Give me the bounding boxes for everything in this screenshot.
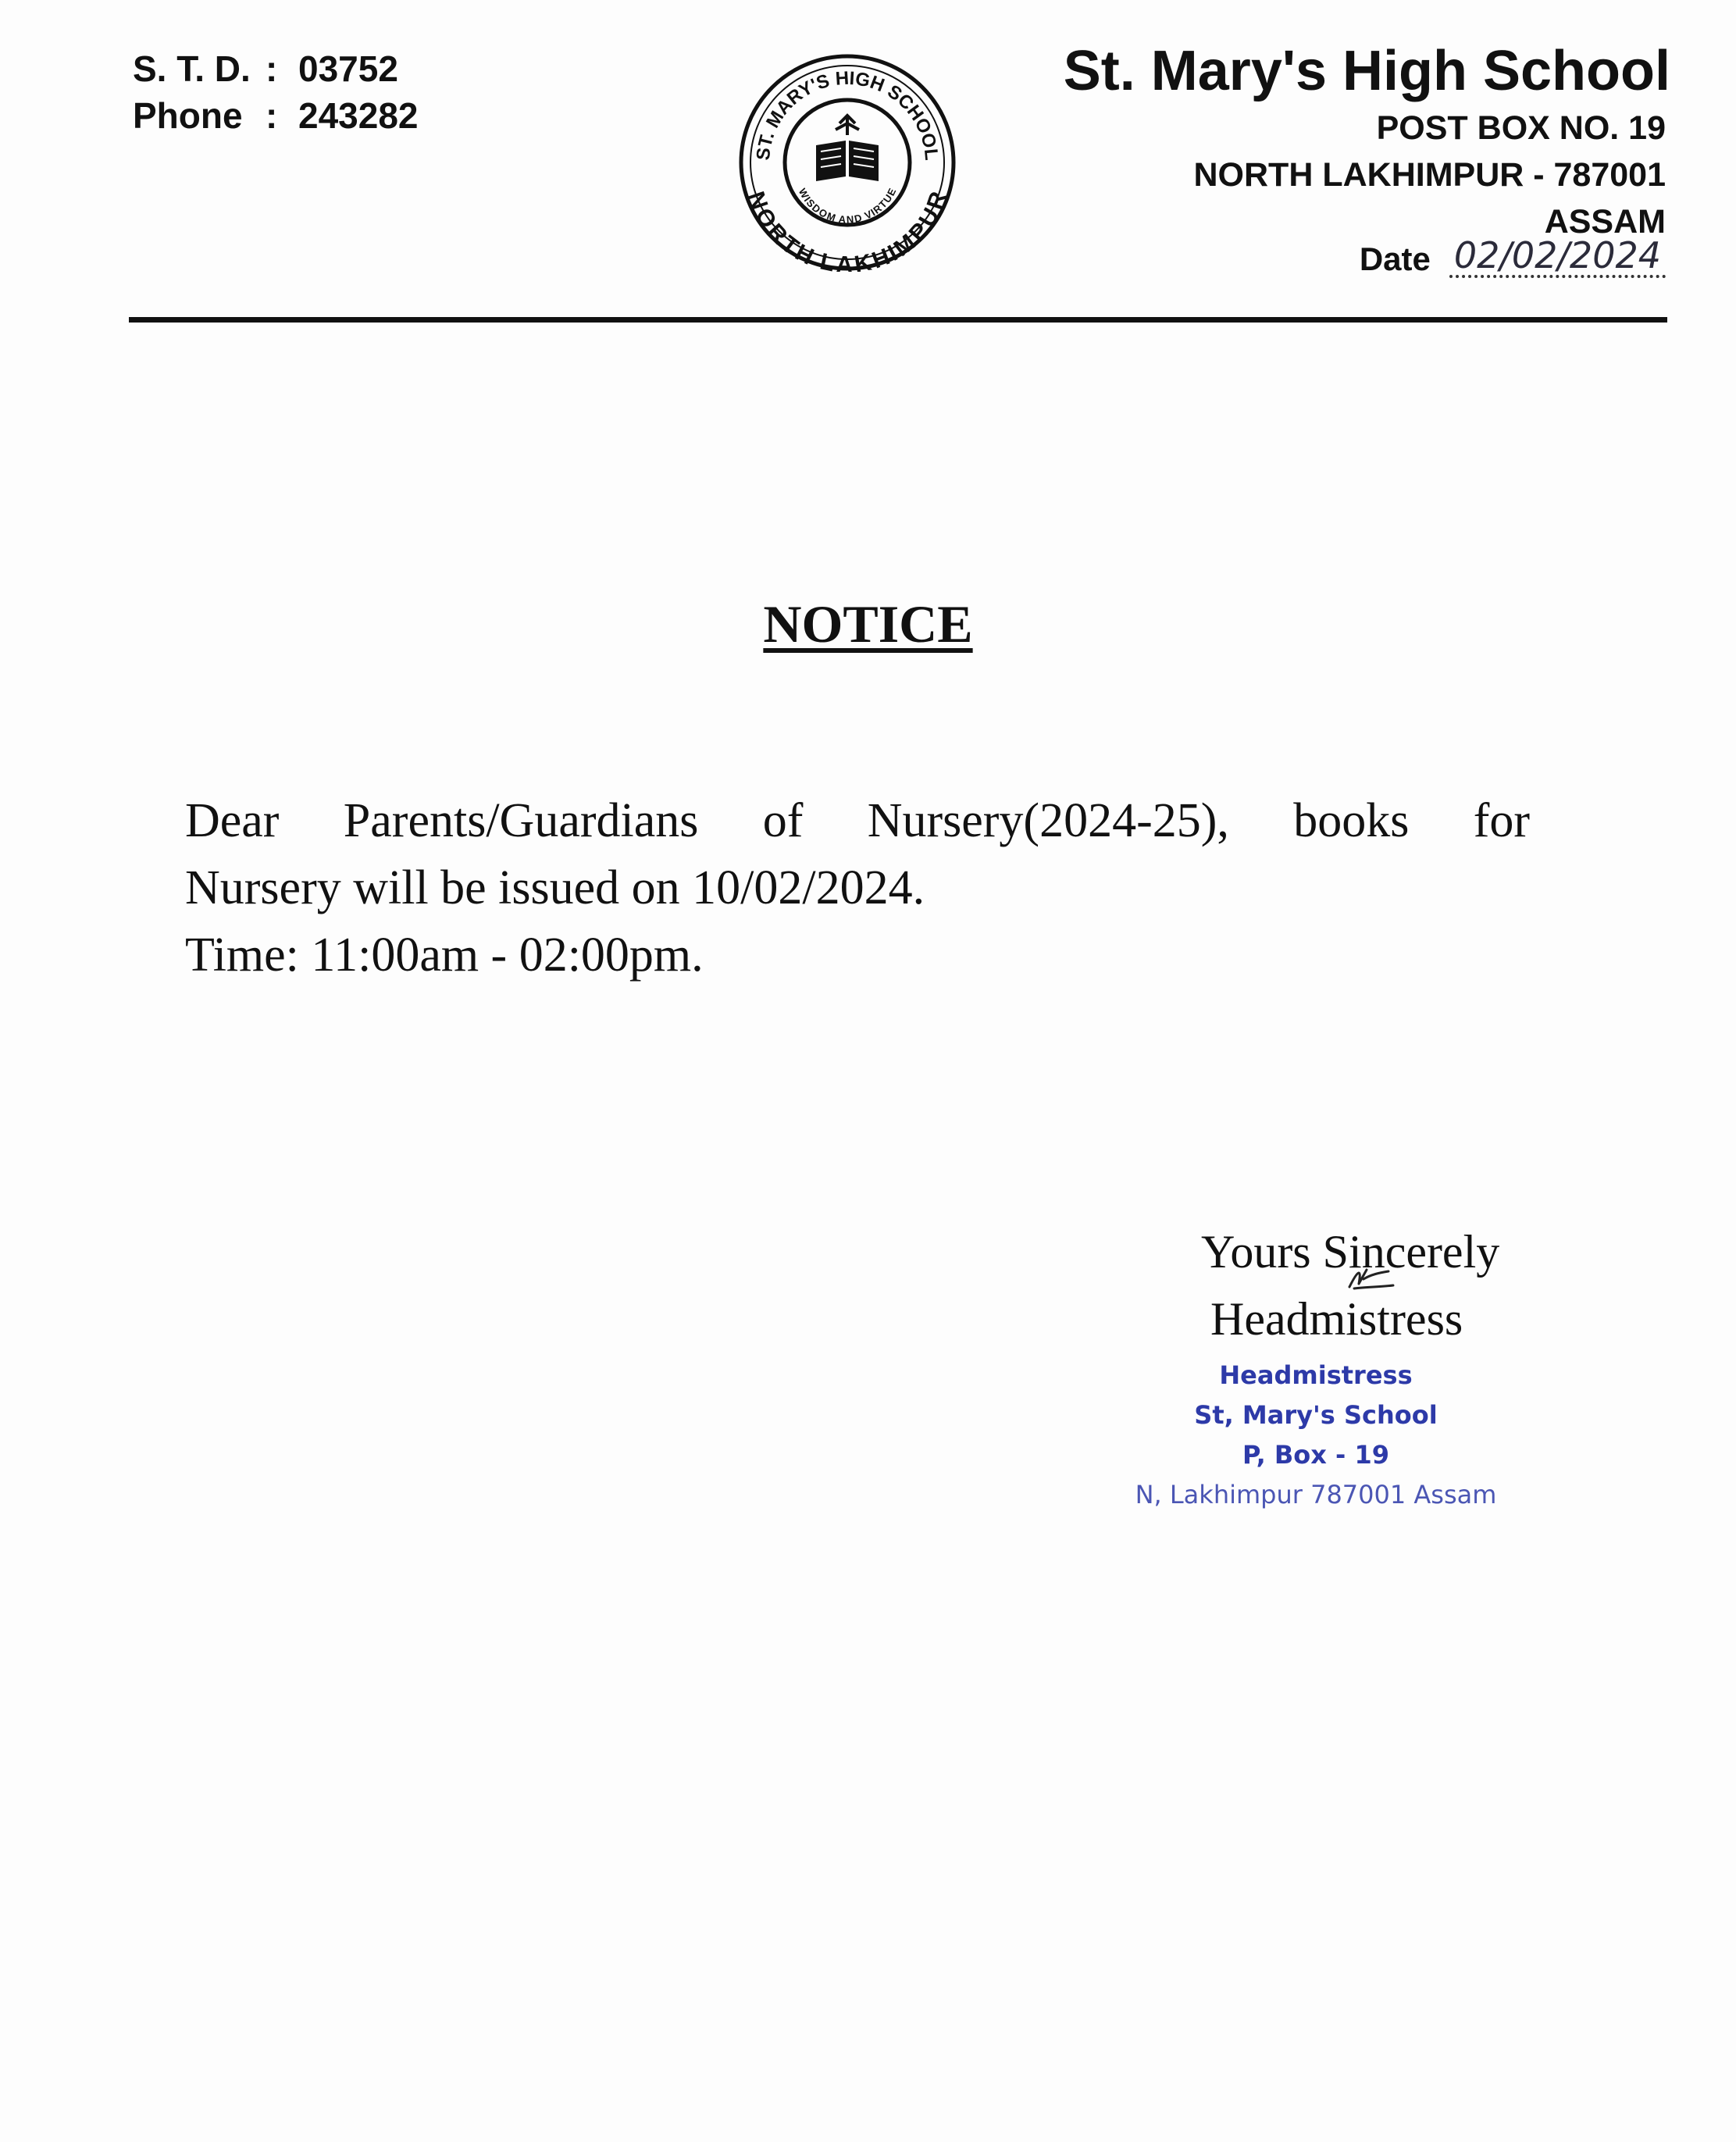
date-line — [1360, 236, 1666, 278]
phone-label: Phone — [133, 95, 243, 136]
notice-line-2: Nursery will be issued on 10/02/2024. — [185, 861, 925, 914]
svg-text:NORTH LAKHIMPUR — [743, 188, 952, 272]
std-row — [133, 45, 419, 92]
notice-body — [185, 787, 1530, 989]
stamp-line-school: St, Mary's School — [1194, 1400, 1438, 1430]
stamp-line-title: Headmistress — [1219, 1360, 1413, 1390]
svg-text:WISDOM AND VIRTUE — [797, 186, 899, 225]
notice-line-3: Time: 11:00am - 02:00pm. — [185, 928, 704, 982]
std-value: 03752 — [298, 48, 398, 89]
std-separator: : — [266, 48, 278, 89]
header-divider — [129, 317, 1667, 323]
address-line-post-box: POST BOX NO. 19 — [1376, 109, 1666, 147]
book-emblem-icon — [816, 116, 879, 181]
school-seal-logo — [738, 53, 957, 272]
seal-bottom-text: NORTH LAKHIMPUR — [743, 188, 952, 272]
contact-info — [133, 45, 419, 139]
std-label: S. T. D. — [133, 48, 251, 89]
notice-title: NOTICE — [763, 594, 973, 654]
signature-initial-mark — [1343, 1263, 1398, 1295]
notice-heading — [0, 593, 1736, 655]
date-handwritten-value: 02/02/2024 — [1449, 236, 1666, 278]
headmistress-stamp — [1121, 1356, 1511, 1515]
seal-motto-text: WISDOM AND VIRTUE — [796, 186, 899, 226]
school-letterhead — [1064, 37, 1670, 245]
closing-title: Headmistress — [1210, 1293, 1463, 1345]
school-name: St. Mary's High School — [1063, 40, 1670, 102]
seal-top-text: ST. MARY'S HIGH SCHOOL — [752, 67, 943, 162]
phone-value: 243282 — [298, 95, 419, 136]
address-line-state: ASSAM — [1544, 203, 1666, 241]
phone-separator: : — [266, 95, 278, 136]
stamp-line-box: P, Box - 19 — [1242, 1440, 1389, 1470]
address-line-city: NORTH LAKHIMPUR - 787001 — [1193, 156, 1666, 194]
stamp-line-address: N, Lakhimpur 787001 Assam — [1135, 1480, 1497, 1509]
notice-line-1: Dear Parents/Guardians of Nursery(2024-25), books for — [185, 794, 1530, 847]
phone-row — [133, 92, 419, 139]
date-label: Date — [1359, 241, 1431, 277]
closing-salutation: Yours Sincerely — [1201, 1226, 1500, 1278]
